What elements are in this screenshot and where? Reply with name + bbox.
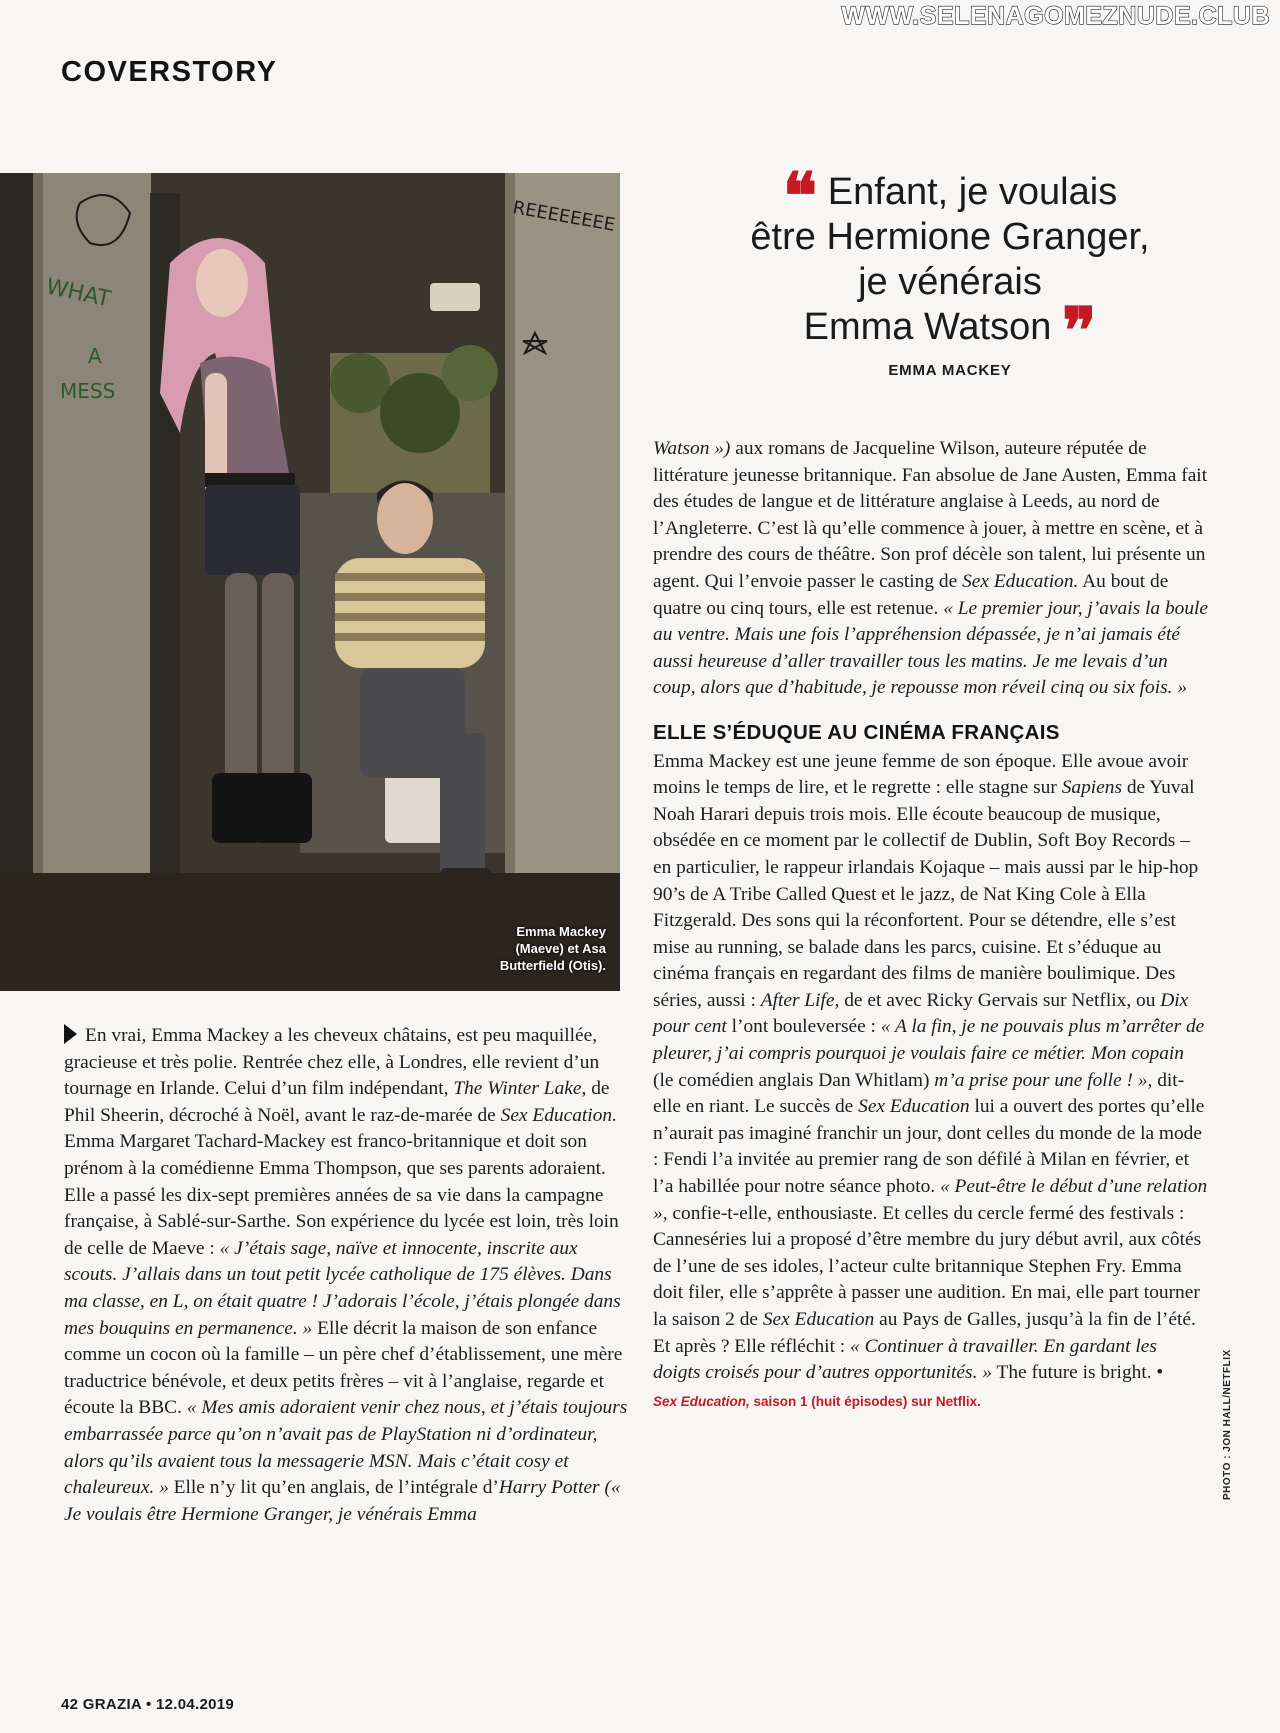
quote-line: Enfant, je voulais bbox=[827, 171, 1118, 213]
paragraph: Watson ») aux romans de Jacqueline Wilson, auteure réputée de littérature jeunesse britannique. Fan absolue de Jane Austen, Emma fait des études de langue et de littérature anglaise à Leeds, au nord de l’Angleterre. C’est là qu’elle commence à jouer, à mettre en scène, et à prendre des cours de théâtre. Son prof décèle son talent, lui présente un agent. Qui l’envoie passer le casting de Sex Education. Au bout de quatre ou cinq tours, elle est retenue. « Le premier jour, j’avais la boule au ventre. Mais une fois l’appréhension dépassée, je n’ai jamais été aussi heureuse d’aller travailler tous les matins. Je me levais d’un coup, alors que d’habitude, je repousse mon réveil cinq ou six fois. » bbox=[653, 438, 1209, 699]
pull-quote bbox=[650, 159, 1250, 379]
quote-line: être Hermione Granger, bbox=[750, 216, 1150, 258]
quote-line: Emma Watson bbox=[803, 306, 1052, 348]
arrow-right-icon bbox=[64, 1024, 77, 1044]
pull-quote-text bbox=[650, 159, 1250, 369]
paragraph: En vrai, Emma Mackey a les cheveux châtains, est peu maquillée, gracieuse et très polie. Rentrée chez elle, à Londres, elle revient d’un tournage en Irlande. Celui d’un film indépendant, The Winter Lake, de Phil Sheerin, décroché à Noël, avant le raz-de-marée de Sex Education. Emma Margaret Tachard-Mackey est franco-britannique et doit son prénom à la comédienne Emma Thompson, que ses parents adoraient. Elle a passé les dix-sept premières années de sa vie dans la campagne française, à Sablé-sur-Sarthe. Son expérience du lycée est loin, très loin de celle de Maeve : « J’étais sage, naïve et innocente, inscrite aux scouts. J’allais dans un tout petit lycée catholique de 175 élèves. Dans ma classe, en L, on était quatre ! J’adorais l’école, j’étais plongée dans mes bouquins en permanence. » Elle décrit la maison de son enfance comme un cocon où la famille – un père chef d’établissement, une mère traductrice bénévole, et deux petits frères – vit à l’anglaise, regarde et écoute la BBC. « Mes amis adoraient venir chez nous, et j’étais toujours embarrassée parce qu’on n’avait pas de PlayStation ni d’ordinateur, alors qu’ils avaient tous la messagerie MSN. Mais c’était cosy et chaleureux. » Elle n’y lit qu’en anglais, de l’intégrale d’Harry Potter (« Je voulais être Hermione Granger, je vénérais Emma bbox=[64, 1025, 628, 1525]
graffiti-what: WHAT bbox=[43, 274, 113, 313]
quote-attribution: EMMA MACKEY bbox=[888, 362, 1012, 379]
show-info-note: Sex Education, saison 1 (huit épisodes) sur Netflix. bbox=[653, 1393, 981, 1409]
graffiti-mess: MESS bbox=[60, 379, 116, 403]
quote-line: je vénérais bbox=[858, 261, 1042, 303]
caption-line: Emma Mackey bbox=[516, 924, 606, 939]
cover-photo bbox=[0, 173, 620, 991]
section-tag: COVERSTORY bbox=[61, 56, 278, 88]
body-column-right bbox=[653, 436, 1209, 1415]
photo-caption bbox=[456, 923, 606, 974]
graffiti-reeee: REEEEEEEE bbox=[511, 197, 617, 236]
close-quote-icon: ❞ bbox=[1061, 294, 1097, 369]
paragraph: Emma Mackey est une jeune femme de son époque. Elle avoue avoir moins le temps de lire, et le regrette : elle stagne sur Sapiens de Yuval Noah Harari depuis trois mois. Elle écoute beaucoup de musique, obsédée en ce moment par le collectif de Dublin, Soft Boy Records – en particulier, le rappeur irlandais Kojaque – mais aussi par le hip-hop 90’s de A Tribe Called Quest et le jazz, de Nat King Cole à Ella Fitzgerald. Des sons qui la réconfortent. Pour se détendre, elle s’est mise au running, se balade dans les parcs, cuisine. Et s’éduque au cinéma français en regardant des films de manière boulimique. Des séries, aussi : After Life, de et avec Ricky Gervais sur Netflix, ou Dix pour cent l’ont bouleversée : « A la fin, je ne pouvais plus m’arrêter de pleurer, j’ai compris pourquoi je voulais faire ce métier. Mon copain (le comédien anglais Dan Whitlam) m’a prise pour une folle ! », dit-elle en riant. Le succès de Sex Education lui a ouvert des portes qu’elle n’aurait pas imaginé franchir un jour, dont celles du monde de la mode : Fendi l’a invitée au premier rang de son défilé à Milan en février, et l’a habillée pour notre séance photo. « Peut-être le début d’une relation », confie-t-elle, enthousiaste. Et celles du cercle fermé des festivals : Canneséries lui a proposé d’être membre du jury début avril, aux côtés de l’une de ses idoles, l’acteur culte britannique Stephen Fry. Emma doit filer, elle s’apprête à passer une audition. En mai, elle part tourner la saison 2 de Sex Education au Pays de Galles, jusqu’à la fin de l’été. Et après ? Elle réfléchit : « Continuer à travailler. En gardant les doigts croisés pour d’autres opportunités. » The future is bright. • bbox=[653, 750, 1208, 1384]
caption-line: Butterfield (Otis). bbox=[499, 958, 606, 973]
page-footer: 42 GRAZIA • 12.04.2019 bbox=[61, 1696, 235, 1713]
photo-illustration bbox=[0, 173, 620, 991]
photo-credit: PHOTO : JON HALL/NETFLIX bbox=[1222, 1349, 1233, 1500]
open-quote-icon: ❝ bbox=[782, 159, 818, 234]
body-column-left bbox=[64, 1023, 628, 1528]
caption-line: (Maeve) et Asa bbox=[515, 941, 606, 956]
graffiti-a: A bbox=[88, 344, 102, 368]
subheading: ELLE S’ÉDUQUE AU CINÉMA FRANÇAIS bbox=[653, 720, 1060, 744]
site-watermark: WWW.SELENAGOMEZNUDE.CLUB bbox=[841, 2, 1270, 30]
